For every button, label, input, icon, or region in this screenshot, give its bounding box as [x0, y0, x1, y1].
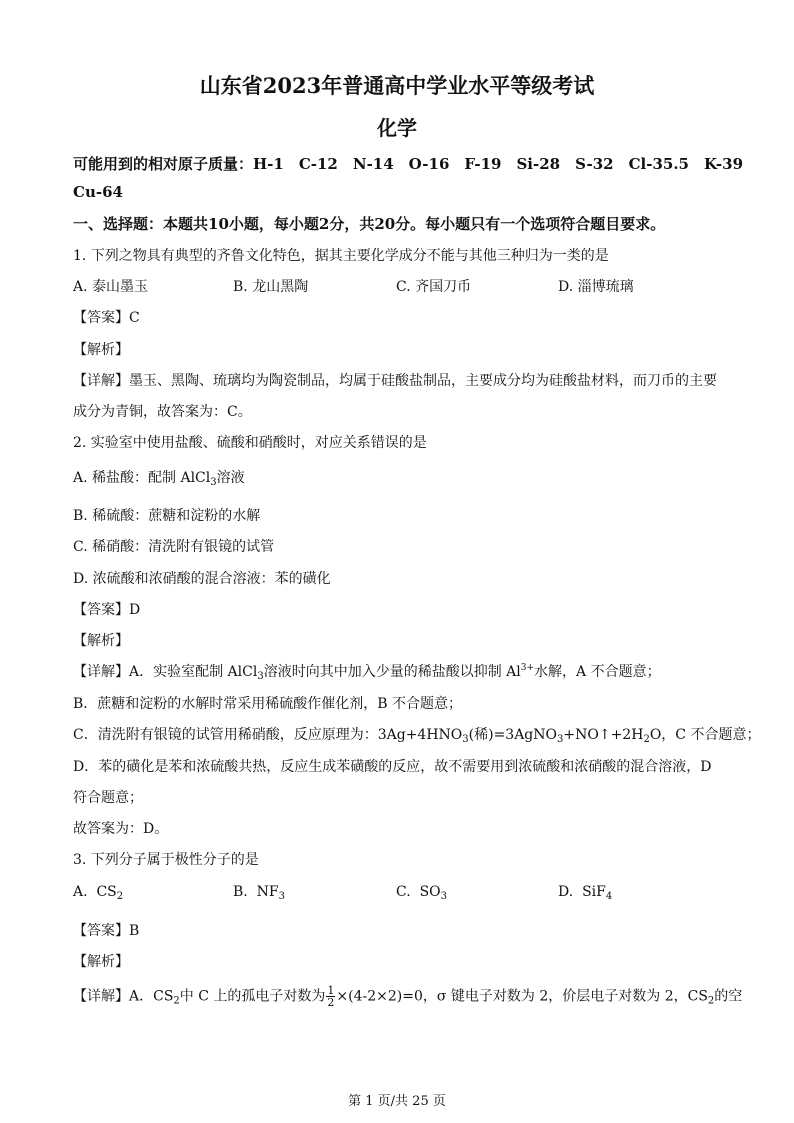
q2-detail-b: B．蔗糖和淀粉的水解时常采用稀硫酸作催化剂，B 不合题意；: [73, 696, 463, 712]
q3-option-a: A. $CS_2$: [73, 884, 124, 902]
q2-detail-d-line-1: D．苯的磺化是苯和浓硫酸共热，反应生成苯磺酸的反应，故不需要用到浓硫酸和浓硝酸的混合溶液，D: [73, 759, 712, 775]
page-number: 第 1 页/共 25 页: [348, 1094, 446, 1109]
q3-analysis-label: 【解析】: [73, 954, 129, 970]
atomic-mass-line-2: Cu-64: [73, 183, 123, 201]
section-heading: 一、选择题：本题共10小题，每小题2分，共20分。每小题只有一个选项符合题目要求。: [73, 215, 666, 233]
question-2-stem: 2. 实验室中使用盐酸、硫酸和硝酸时，对应关系错误的是: [73, 435, 427, 451]
q2-detail-d-line-2: 符合题意；: [73, 790, 143, 806]
question-3-options: [73, 884, 773, 906]
fraction-one-half: $\frac{1}{2}$: [327, 984, 335, 1009]
q2-analysis-label: 【解析】: [73, 633, 129, 649]
q1-answer: 【答案】C: [73, 310, 140, 326]
q2-conclusion: 故答案为：D。: [73, 821, 169, 837]
q3-detail-a: 【详解】A．$CS_2$中 C 上的孤电子对数为 $\frac{1}{2}$ ×(4-2×2)=0，σ 键电子对数为 2，价层电子对数为 2，$CS_2$的空: [73, 984, 743, 1009]
q2-detail-c: C．清洗附有银镜的试管用稀硝酸，反应原理为：$3Ag+4HNO_3$(稀)$=3AgNO_3+NO↑+2H_2O$，C 不合题意；: [73, 727, 761, 745]
q2-option-b: B. 稀硫酸：蔗糖和淀粉的水解: [73, 508, 261, 524]
q2-answer: 【答案】D: [73, 602, 141, 618]
question-3-stem: 3. 下列分子属于极性分子的是: [73, 852, 259, 868]
q3-option-b: B. $NF_3$: [233, 884, 285, 902]
q3-option-c: C. $SO_3$: [396, 884, 448, 902]
q2-detail-a: 【详解】A．实验室配制 AlCl$_3$溶液时向其中加入少量的稀盐酸以抑制 $Al^{3+}$水解，A 不合题意；: [73, 663, 661, 682]
exam-title: 山东省2023年普通高中学业水平等级考试: [199, 73, 595, 98]
q2-option-d: D. 浓硫酸和浓硝酸的混合溶液：苯的磺化: [73, 571, 331, 587]
subject-title: 化学: [377, 116, 417, 140]
q1-analysis-label: 【解析】: [73, 342, 129, 358]
question-1-stem: 1. 下列之物具有典型的齐鲁文化特色，据其主要化学成分不能与其他三种归为一类的是: [73, 248, 609, 264]
atomic-mass-line-1: 可能用到的相对原子质量：H-1 C-12 N-14 O-16 F-19 Si-28 S-32 Cl-35.5 K-39: [73, 155, 744, 173]
q3-answer: 【答案】B: [73, 923, 140, 939]
q1-option-b: B. 龙山黑陶: [233, 279, 309, 295]
q1-option-c: C. 齐国刀币: [396, 279, 472, 295]
q2-option-a: A. 稀盐酸：配制 AlCl$_3$溶液: [73, 470, 245, 488]
question-1-options: [73, 276, 773, 296]
q3-option-d: D. SiF$_4$: [558, 884, 613, 902]
q1-option-a: A. 泰山墨玉: [73, 279, 149, 295]
q1-detail-line-2: 成分为青铜，故答案为：C。: [73, 404, 252, 420]
q2-option-c: C. 稀硝酸：清洗附有银镜的试管: [73, 539, 275, 555]
q1-detail-line-1: 【详解】墨玉、黑陶、琉璃均为陶瓷制品，均属于硅酸盐制品，主要成分均为硅酸盐材料，而刀币的主要: [73, 373, 717, 389]
q1-option-d: D. 淄博琉璃: [558, 279, 634, 295]
